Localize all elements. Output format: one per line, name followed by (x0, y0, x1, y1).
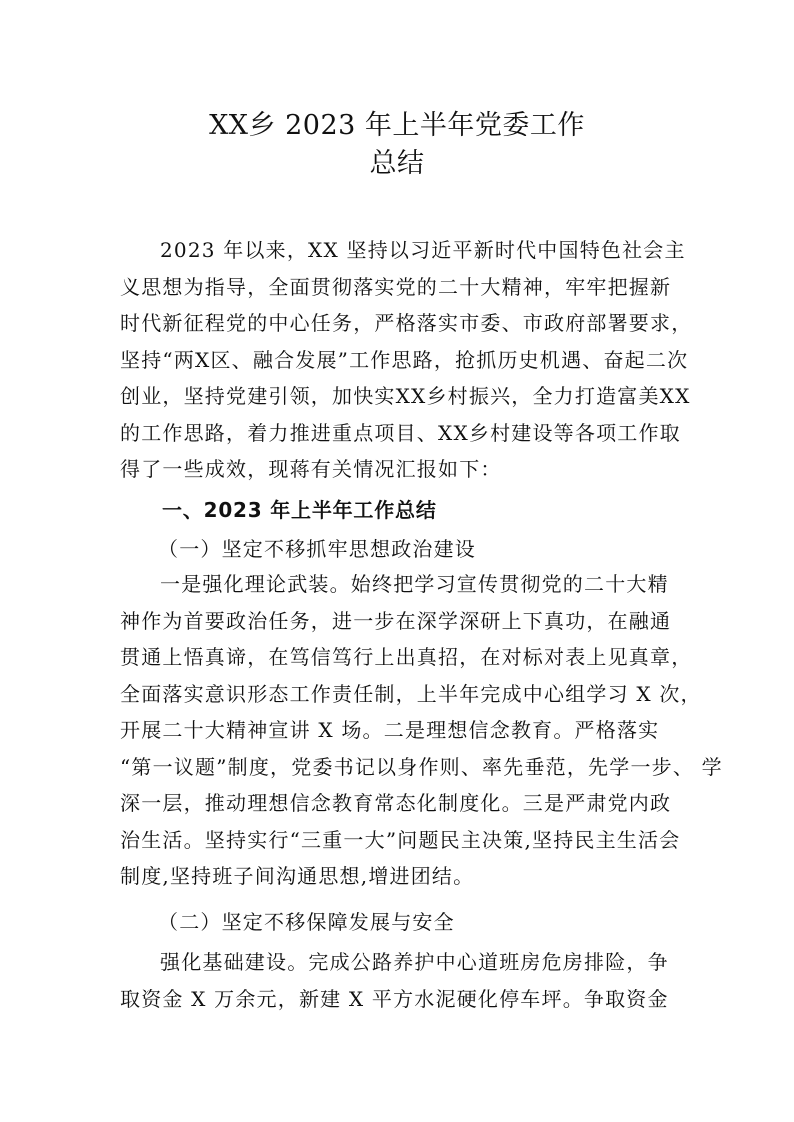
body-line: “第一议题”制度，党委书记以身作则、率先垂范，先学一步、 学 (120, 754, 723, 779)
intro-paragraph (120, 232, 693, 488)
subsection1-paragraph (120, 566, 723, 895)
subsection1-heading: （一）坚定不移抓牢思想政治建设 (158, 537, 476, 561)
body-line: 神作为首要政治任务，进一步在深学深研上下真功，在融通 (120, 608, 672, 633)
body-line: 深一层，推动理想信念教育常态化制度化。三是严肃党内政 (120, 791, 672, 815)
body-line: 治生活。坚持实行“三重一大”问题民主决策,坚持民主生活会 (120, 827, 681, 852)
body-line: 贯通上悟真谛，在笃信笃行上出真招，在对标对表上见真章， (120, 645, 693, 669)
body-line: 制度,坚持班子间沟通思想,增进团结。 (120, 864, 475, 888)
body-line: 强化基础建设。完成公路养护中心道班房危房排险，争 (160, 950, 669, 974)
intro-line: 坚持“两X区、融合发展”工作思路，抢抓历史机遇、奋起二次 (120, 347, 689, 372)
subsection2-heading: （二）坚定不移保障发展与安全 (158, 910, 455, 934)
intro-line: 2023 年以来，XX 坚持以习近平新时代中国特色社会主 (160, 238, 686, 262)
document-title-line2: 总结 (369, 148, 425, 179)
intro-line: 时代新征程党的中心任务，严格落实市委、市政府部署要求， (120, 311, 693, 335)
intro-line: 的工作思路，着力推进重点项目、XX乡村建设等各项工作取 (120, 420, 681, 445)
section1-heading: 一、2023 年上半年工作总结 (162, 498, 437, 522)
body-line: 开展二十大精神宣讲 X 场。二是理想信念教育。严格落实 (120, 718, 660, 742)
body-line: 取资金 X 万余元，新建 X 平方水泥硬化停车坪。争取资金 (120, 986, 669, 1011)
body-line: 一是强化理论武装。始终把学习宣传贯彻党的二十大精 (160, 572, 669, 596)
body-line: 全面落实意识形态工作责任制，上半年完成中心组学习 X 次， (120, 681, 702, 706)
intro-line: 得了一些成效，现蒋有关情况汇报如下： (120, 457, 502, 481)
intro-line: 创业，坚持党建引领，加快实XX乡村振兴，全力打造富美XX (120, 384, 691, 408)
intro-line: 义思想为指导，全面贯彻落实党的二十大精神，牢牢把握新 (120, 274, 672, 299)
subsection2-paragraph (120, 944, 680, 1017)
document-title-line1: XX乡 2023 年上半年党委工作 (209, 110, 585, 141)
